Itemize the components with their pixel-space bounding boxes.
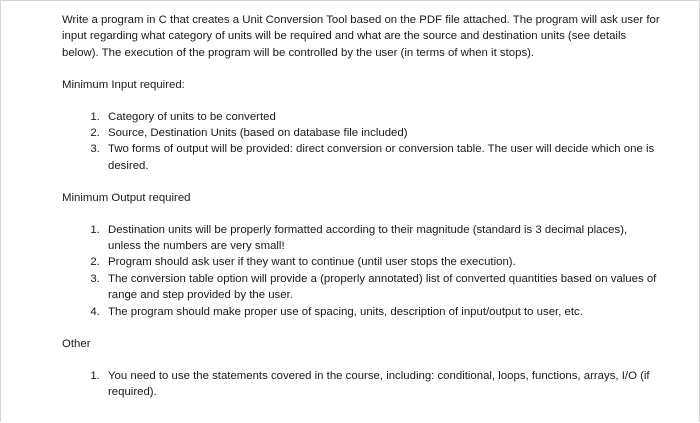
- input-heading: Minimum Input required:: [62, 79, 185, 92]
- output-item-4: 4. The program should make proper use of spacing, units, description of input/output to user, etc.: [103, 304, 662, 320]
- output-item-1: 1. Destination units will be properly formatted according to their magnitude (standard is 3 decimal places), unless the numbers are very small!: [103, 222, 662, 255]
- other-list: [62, 368, 662, 401]
- output-item-2: 2. Program should ask user if they want to continue (until user stops the execution).: [103, 254, 662, 270]
- output-item-3: 3. The conversion table option will provide a (properly annotated) list of converted quantities based on values of range and step provided by the user.: [103, 271, 662, 304]
- input-item-3: 3. Two forms of output will be provided: direct conversion or conversion table. The user will decide which one is desired.: [103, 141, 662, 174]
- input-item-2: 2. Source, Destination Units (based on database file included): [103, 125, 662, 141]
- output-list: [62, 222, 662, 320]
- input-list: [62, 109, 662, 175]
- other-item-1: 1. You need to use the statements covered in the course, including: conditional, loops, functions, arrays, I/O (if required).: [103, 368, 662, 401]
- output-heading: Minimum Output required: [62, 192, 191, 205]
- input-item-1: 1. Category of units to be converted: [103, 109, 662, 125]
- other-heading: Other: [62, 338, 91, 351]
- assignment-document: [62, 12, 662, 400]
- intro-paragraph: Write a program in C that creates a Unit Conversion Tool based on the PDF file attached. The program will ask user for input regarding what category of units will be required and what are the source and destination units (see details below). The execution of the program will be controlled by the user (in terms of when it stops).: [62, 14, 660, 59]
